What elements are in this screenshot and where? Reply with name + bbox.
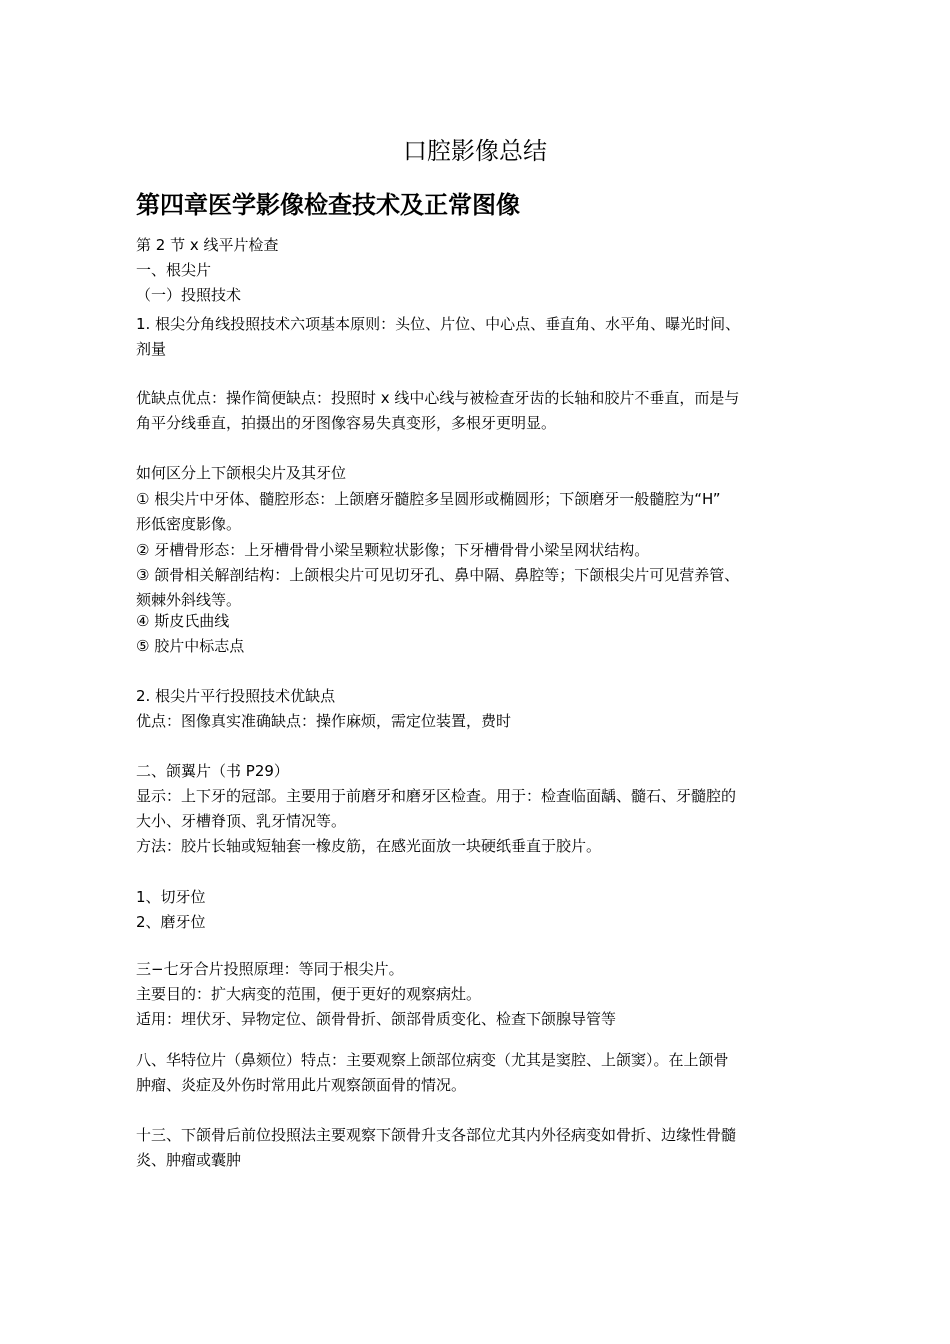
subsection-bitewing: 二、颌翼片（书 P29） xyxy=(136,762,289,780)
list-item: ② 牙槽骨形态：上牙槽骨骨小梁呈颗粒状影像；下牙槽骨骨小梁呈网状结构。 xyxy=(136,541,650,559)
list-item: ① 根尖片中牙体、髓腔形态：上颌磨牙髓腔多呈圆形或椭圆形；下颌磨牙一般髓腔为“H” xyxy=(136,490,721,508)
subsection-periapical: 一、根尖片 xyxy=(136,261,212,279)
paragraph-line: 肿瘤、炎症及外伤时常用此片观察颌面骨的情况。 xyxy=(136,1076,467,1094)
subsection-technique: （一）投照技术 xyxy=(136,286,242,304)
paragraph-line: 角平分线垂直，拍摄出的牙图像容易失真变形，多根牙更明显。 xyxy=(136,414,557,432)
paragraph-line: 如何区分上下颌根尖片及其牙位 xyxy=(136,464,347,482)
paragraph-line: 十三、下颌骨后前位投照法主要观察下颌骨升支各部位尤其内外径病变如骨折、边缘性骨髓 xyxy=(136,1126,737,1144)
list-item: ④ 斯皮氏曲线 xyxy=(136,612,230,630)
paragraph-line: 适用：埋伏牙、异物定位、颌骨骨折、颌部骨质变化、检查下颌腺导管等 xyxy=(136,1010,617,1028)
paragraph-line: 三−七牙合片投照原理：等同于根尖片。 xyxy=(136,960,404,978)
paragraph-line: 2. 根尖片平行投照技术优缺点 xyxy=(136,687,336,705)
list-item-continuation: 颏棘外斜线等。 xyxy=(136,591,242,609)
list-item: ⑤ 胶片中标志点 xyxy=(136,637,245,655)
paragraph-line: 八、华特位片（鼻颏位）特点：主要观察上颌部位病变（尤其是窦腔、上颌窦）。在上颌骨 xyxy=(136,1051,729,1069)
document-title: 口腔影像总结 xyxy=(403,137,547,165)
paragraph-line: 显示：上下牙的冠部。主要用于前磨牙和磨牙区检查。用于：检查临面龋、髓石、牙髓腔的 xyxy=(136,787,737,805)
paragraph-line: 优缺点优点：操作简便缺点：投照时 x 线中心线与被检查牙齿的长轴和胶片不垂直，而是与 xyxy=(136,389,740,407)
chapter-heading: 第四章医学影像检查技术及正常图像 xyxy=(136,191,520,219)
list-item: 1、切牙位 xyxy=(136,888,206,906)
paragraph-line: 剂量 xyxy=(136,340,167,358)
paragraph-line: 大小、牙槽脊顶、乳牙情况等。 xyxy=(136,812,347,830)
paragraph-line: 炎、肿瘤或囊肿 xyxy=(136,1151,242,1169)
paragraph-line: 方法：胶片长轴或短轴套一橡皮筋，在感光面放一块硬纸垂直于胶片。 xyxy=(136,837,602,855)
paragraph-line: 1. 根尖分角线投照技术六项基本原则：头位、片位、中心点、垂直角、水平角、曝光时间、 xyxy=(136,315,741,333)
list-item: 2、磨牙位 xyxy=(136,913,206,931)
section-heading-xray: 第 2 节 x 线平片检查 xyxy=(136,236,279,254)
list-item-continuation: 形低密度影像。 xyxy=(136,515,242,533)
list-item: ③ 颌骨相关解剖结构：上颌根尖片可见切牙孔、鼻中隔、鼻腔等；下颌根尖片可见营养管、 xyxy=(136,566,740,584)
paragraph-line: 主要目的：扩大病变的范围，便于更好的观察病灶。 xyxy=(136,985,482,1003)
paragraph-line: 优点：图像真实准确缺点：操作麻烦，需定位装置，费时 xyxy=(136,712,512,730)
